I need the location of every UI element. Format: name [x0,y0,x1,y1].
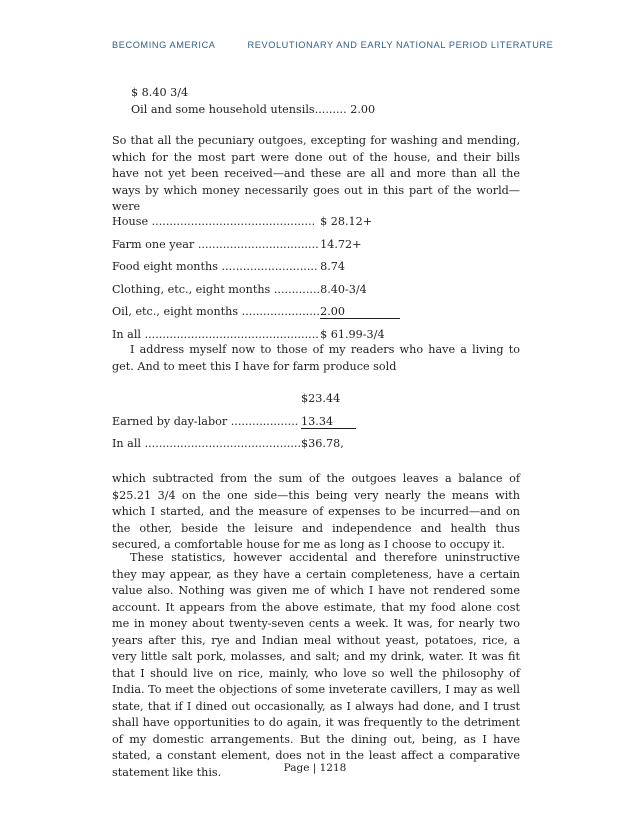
row-label: Oil, etc., eight months ...................... [112,305,320,318]
carried-total-block [131,85,375,118]
row-label: Earned by day-labor ................... [112,414,299,428]
row-total-value: $36.78, [301,437,344,450]
outgoes-table [112,211,400,346]
table-row [112,234,400,257]
table-row [112,279,400,302]
paragraph-readers: I address myself now to those of my readers who have a living to get. And to meet this I have for farm produce sold [112,343,520,373]
row-total-value: $ 61.99-3/4 [320,327,385,341]
table-row [112,433,356,456]
table-row [112,411,356,434]
row-value: $23.44 [301,392,341,405]
carried-total-line: $ 8.40 3/4 [131,86,189,99]
row-label: House .............................................. [112,215,316,228]
row-value: 14.72+ [320,237,362,251]
row-label [112,388,301,411]
row-value: $ 28.12+ [320,215,373,228]
row-label: Food eight months ........................... [112,260,318,273]
table-row [112,211,400,234]
table-row [112,256,400,279]
oil-utensils-line: Oil and some household utensils......... 2.00 [131,102,376,116]
produce-table [112,388,356,456]
page-number: Page | 1218 [283,762,347,774]
paragraph-outgoes: So that all the pecuniary outgoes, excepting for washing and mending, which for the most part were done out of the house, and their bills have not yet been received—and these are all and more than all the ways by which money necessarily goes out in this part of the world—were [112,134,520,213]
row-value: 8.74 [320,260,345,273]
table-row [112,388,356,411]
row-label: Clothing, etc., eight months ............. [112,282,321,296]
row-value-underlined [320,301,400,324]
row-value: 8.40-3/4 [320,282,367,296]
paragraph-balance: which subtracted from the sum of the outgoes leaves a balance of $25.21 3/4 on the one side—this being very nearly the means with which I started, and the measure of expenses to be incurred—and on the other, beside the leisure and independence and health thus secured, a comfortable house for me as long as I choose to occupy it. [112,472,520,551]
row-label: In all ................................................. [112,327,319,341]
header-section-title: REVOLUTIONARY AND EARLY NATIONAL PERIOD LITERATURE [247,40,554,50]
row-label: In all ............................................ [112,437,302,450]
paragraph-statistics: These statistics, however accidental and therefore uninstructive they may appear, as they have a certain completeness, have a certain value also. Nothing was given me of which I have not rendered some account. It appears from the above estimate, that my food alone cost me in money about twenty-seven cents a week. It was, for nearly two years after this, rye and Indian meal without yeast, potatoes, rice, a very little salt pork, molasses, and salt; and my drink, water. It was fit that I should live on rice, mainly, who love so well the philosophy of India. To meet the objections of some inveterate cavillers, I may as well state, that if I dined out occasionally, as I always had done, and I trust shall have opportunities to do again, it was frequently to the detriment of my domestic arrangements. But the dining out, being, as I have stated, a constant element, does not in the least affect a comparative statement like this. [112,551,520,779]
running-header [112,40,554,50]
row-label: Farm one year .................................. [112,237,319,251]
table-row [112,301,400,324]
underlined-value: 2.00 [320,306,400,319]
row-value-underlined [301,411,356,434]
underlined-value: 13.34 [301,416,356,429]
header-collection-title: BECOMING AMERICA [112,40,216,50]
